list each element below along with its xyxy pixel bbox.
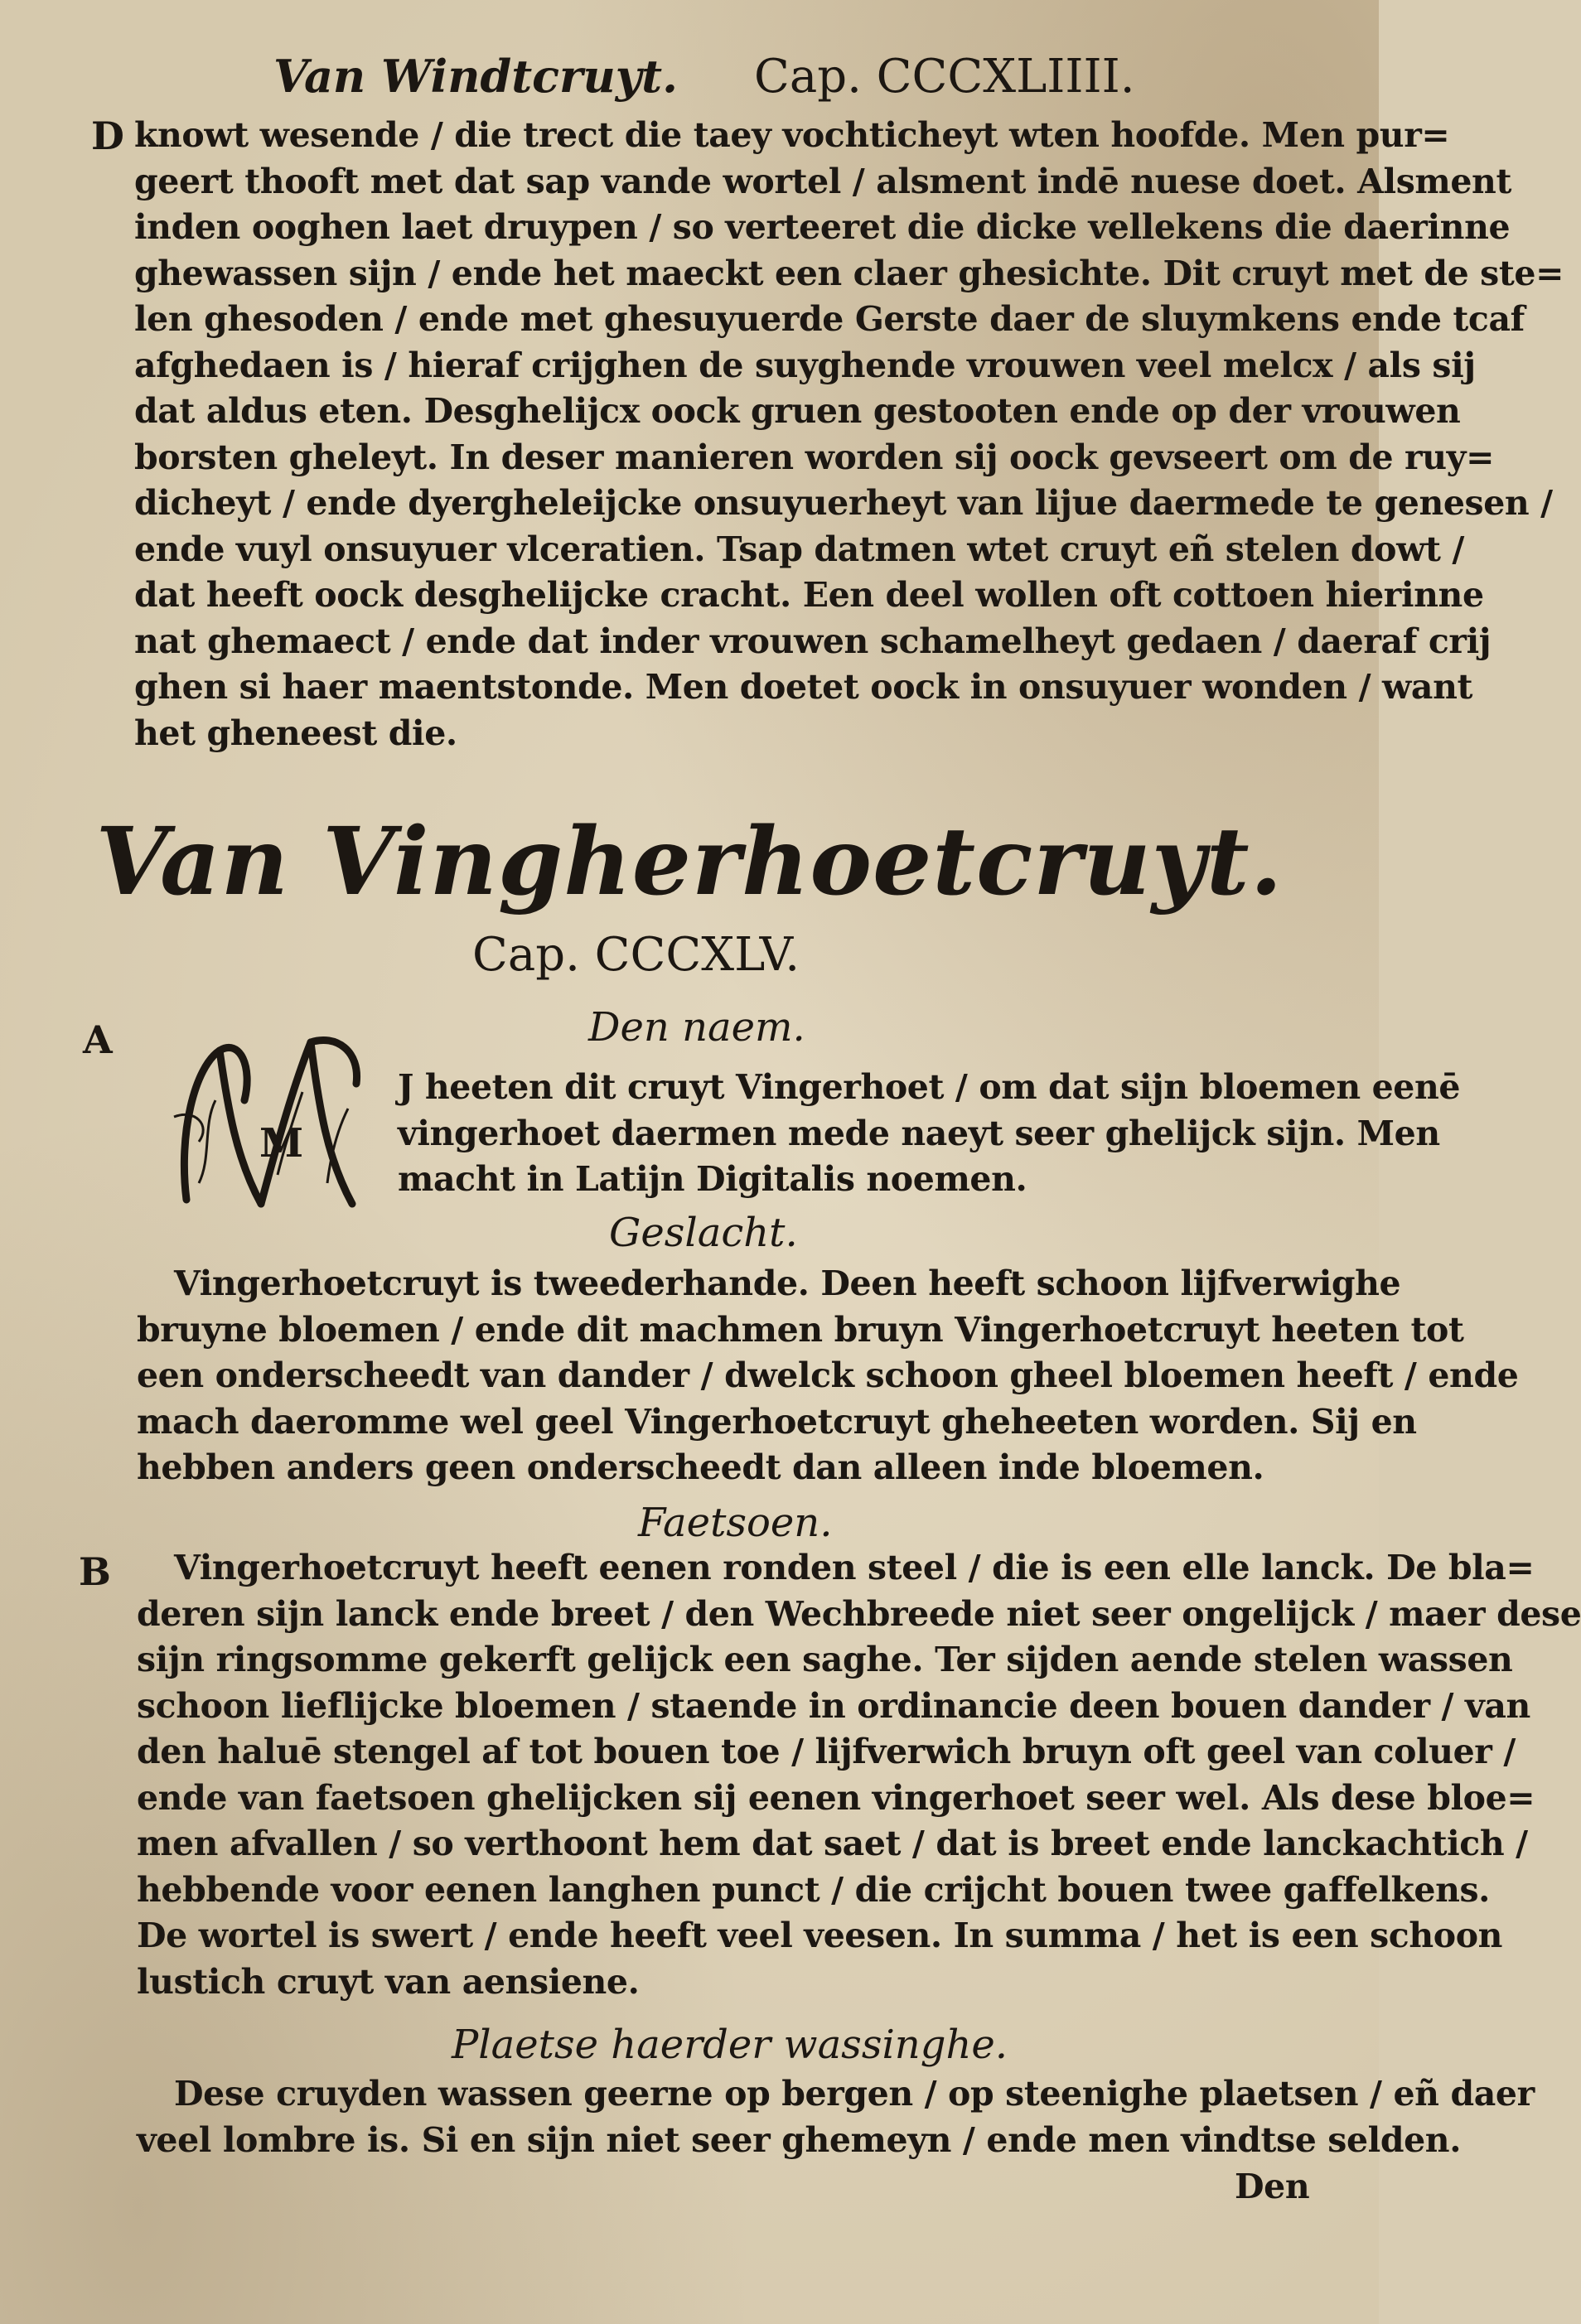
plaetse-text: [137, 2071, 1535, 2163]
text-line: macht in Latijn Digitalis noemen.: [398, 1159, 1027, 1199]
heading-geslacht: Geslacht.: [609, 1210, 798, 1256]
text-line: Vingerhoetcruyt heeft eenen ronden steel / die is een elle lanck. De bla=: [174, 1548, 1535, 1587]
text-line: men afvallen / so verthoont hem dat saet / dat is breet ende lanckachtich /: [137, 1824, 1528, 1863]
text-line: schoon lieflijcke bloemen / staende in ordinancie deen bouen dander / van: [137, 1685, 1530, 1726]
decorated-initial: [162, 1017, 385, 1225]
text-line: Vingerhoetcruyt is tweederhande. Deen heeft schoon lijfverwighe: [174, 1263, 1401, 1303]
catchword: Den: [1235, 2167, 1310, 2206]
text-line: dicheyt / ende dyergheleijcke onsuyuerheyt van lijue daermede te genesen /: [134, 483, 1553, 523]
text-line: De wortel is swert / ende heeft veel veesen. In summa / het is een schoon: [137, 1916, 1503, 1955]
chapter-number: Cap. CCCXLV.: [472, 928, 800, 982]
text-line: mach daeromme wel geel Vingerhoetcruyt gheheeten worden. Sij en: [137, 1401, 1417, 1442]
text-line: een onderscheedt van dander / dwelck schoon gheel bloemen heeft / ende: [137, 1355, 1519, 1395]
running-title: Van Windtcruyt.: [273, 50, 678, 103]
text-line: len ghesoden / ende met ghesuyuerde Gerste daer de sluymkens ende tcaf: [134, 299, 1525, 339]
text-line: hebben anders geen onderscheedt dan alleen inde bloemen.: [137, 1447, 1264, 1487]
text-line: dat aldus eten. Desghelijcx oock gruen gestooten ende op der vrouwen: [134, 391, 1461, 431]
naem-text: [398, 1065, 1461, 1203]
text-line: lustich cruyt van aensiene.: [137, 1961, 640, 2002]
margin-marker-d: D: [91, 114, 124, 158]
text-line: vingerhoet daermen mede naeyt seer ghelijck sijn. Men: [398, 1113, 1440, 1153]
text-line: den haluē stengel af tot bouen toe / lijfverwich bruyn oft geel van coluer /: [137, 1732, 1516, 1771]
text-line: inden ooghen laet druypen / so verteeret die dicke vellekens die daerinne: [134, 207, 1511, 247]
prev-section-text: [134, 113, 1564, 756]
decorated-initial-m-icon: [162, 1017, 385, 1225]
text-line: Dese cruyden wassen geerne op bergen / op steenighe plaetsen / eñ daer: [174, 2074, 1535, 2114]
chapter-title: Van Vingherhoetcruyt.: [95, 808, 1284, 916]
text-line: knowt wesende / die trect die taey vochticheyt wten hoofde. Men pur=: [134, 115, 1450, 155]
running-header: [0, 33, 1379, 108]
text-line: J heeten dit cruyt Vingerhoet / om dat sijn bloemen eenē: [398, 1067, 1461, 1107]
text-line: afghedaen is / hieraf crijghen de suyghende vrouwen veel melcx / als sij: [134, 345, 1476, 385]
margin-marker-a: A: [83, 1017, 113, 1062]
text-line: borsten gheleyt. In deser manieren worden sij oock gevseert om de ruy=: [134, 437, 1495, 477]
heading-plaetse: Plaetse haerder wassinghe.: [452, 2022, 1008, 2068]
running-chapter: Cap. CCCXLIIII.: [754, 50, 1135, 104]
heading-faetsoen: Faetsoen.: [638, 1500, 833, 1546]
text-line: bruyne bloemen / ende dit machmen bruyn Vingerhoetcruyt heeten tot: [137, 1309, 1464, 1350]
text-line: nat ghemaect / ende dat inder vrouwen schamelheyt gedaen / daeraf crij: [134, 621, 1492, 661]
text-line: hebbende voor eenen langhen punct / die crijcht bouen twee gaffelkens.: [137, 1869, 1491, 1910]
text-line: ende vuyl onsuyuer vlceratien. Tsap datmen wtet cruyt eñ stelen dowt /: [134, 529, 1464, 569]
text-line: deren sijn lanck ende breet / den Wechbreede niet seer ongelijck / maer dese: [137, 1593, 1581, 1634]
text-line: dat heeft oock desghelijcke cracht. Een deel wollen oft cottoen hierinne: [134, 575, 1484, 615]
heading-den-naem: Den naem.: [588, 1004, 805, 1051]
text-line: sijn ringsomme gekerft gelijck een saghe. Ter sijden aende stelen wassen: [137, 1640, 1513, 1679]
text-line: ghen si haer maentstonde. Men doetet oock in onsuyuer wonden / want: [134, 667, 1473, 707]
text-line: geert thooft met dat sap vande wortel / alsment indē nuese doet. Alsment: [134, 161, 1511, 201]
text-line: het gheneest die.: [134, 713, 457, 753]
text-line: veel lombre is. Si en sijn niet seer ghemeyn / ende men vindtse selden.: [137, 2119, 1462, 2160]
geslacht-text: [137, 1261, 1519, 1491]
faetsoen-text: [137, 1545, 1581, 2005]
svg-text:M: M: [259, 1120, 304, 1167]
text-line: ende van faetsoen ghelijcken sij eenen vingerhoet seer wel. Als dese bloe=: [137, 1777, 1535, 1818]
text-line: ghewassen sijn / ende het maeckt een claer ghesichte. Dit cruyt met de ste=: [134, 253, 1564, 293]
margin-marker-b: B: [79, 1549, 111, 1594]
